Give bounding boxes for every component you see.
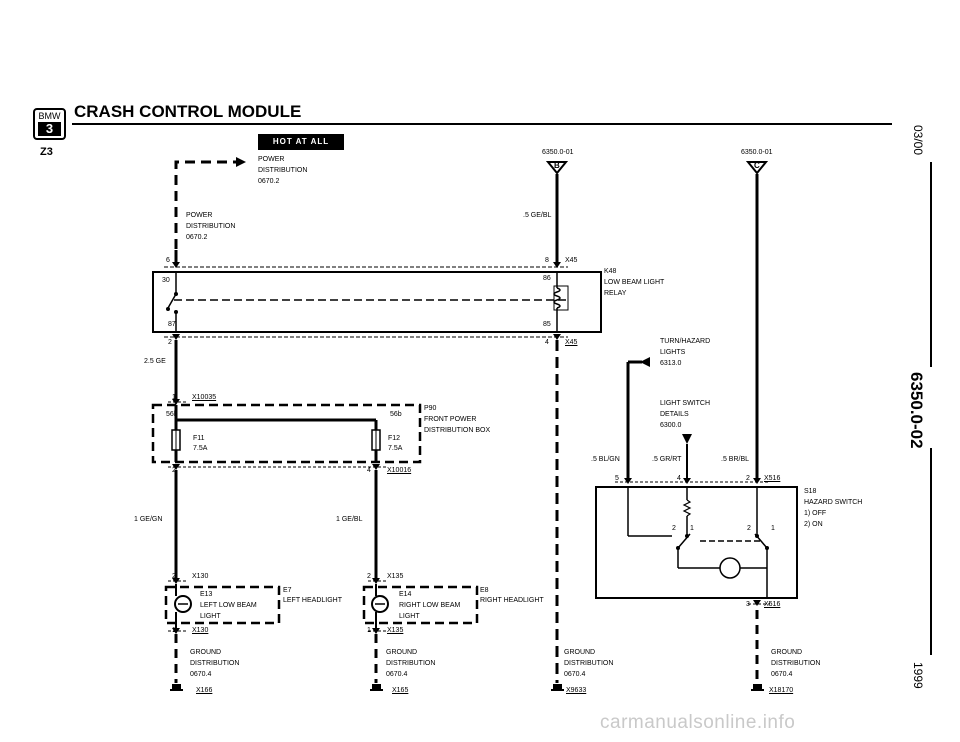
right-headlight-name: RIGHT HEADLIGHT — [480, 597, 544, 604]
right-lamp-bot-conn: X135 — [387, 627, 404, 634]
right-ground-2: DISTRIBUTION — [386, 660, 436, 667]
relay-id: K48 — [604, 268, 617, 275]
page-number: 6350.0-02 — [907, 372, 926, 449]
left-ground-1: GROUND — [190, 649, 222, 656]
right-lamp-id: E14 — [399, 591, 412, 598]
conn-b-label: B — [554, 161, 560, 170]
hazard-ground-2: DISTRIBUTION — [771, 660, 821, 667]
center-ground-1: GROUND — [564, 649, 596, 656]
fusebox-right-term: 56b — [390, 411, 402, 418]
hot-at-all-times-badge: HOT AT ALL TIMES — [258, 134, 344, 150]
left-lamp-wire: 1 GE/GN — [134, 516, 163, 523]
hazard-wire-1: .5 BL/GN — [591, 456, 620, 463]
power-dist-top-2: DISTRIBUTION — [258, 167, 308, 174]
hazard-pin-2: 2 — [746, 475, 750, 482]
left-ground-3[interactable]: 0670.4 — [190, 671, 212, 678]
switch-b-pos-1: 1 — [771, 525, 775, 532]
right-lamp-name-1: RIGHT LOW BEAM — [399, 602, 461, 609]
center-ground-conn: X9633 — [566, 687, 587, 694]
light-switch-3[interactable]: 6300.0 — [660, 422, 682, 429]
hazard-ground-1: GROUND — [771, 649, 803, 656]
right-ground-1: GROUND — [386, 649, 418, 656]
fusebox-in-pin: 1 — [172, 394, 176, 401]
left-lamp-id: E13 — [200, 591, 213, 598]
right-lamp-wire: 1 GE/BL — [336, 516, 363, 523]
fuse-f12-label: F12 — [388, 435, 401, 442]
hazard-id: S18 — [804, 488, 817, 495]
left-lamp-name-1: LEFT LOW BEAM — [200, 602, 257, 609]
fusebox-out-conn: X10016 — [387, 467, 412, 474]
revision-date: 03/00 — [911, 125, 925, 156]
hazard-opt-2: 2) ON — [804, 521, 823, 528]
power-dist-left-1: POWER — [186, 212, 213, 219]
left-headlight-name: LEFT HEADLIGHT — [283, 597, 342, 604]
wire-b-label: .5 GE/BL — [523, 212, 552, 219]
fusebox-in-conn: X10035 — [192, 394, 217, 401]
right-lamp-top-conn: X135 — [387, 573, 404, 580]
center-ground-3[interactable]: 0670.4 — [564, 671, 586, 678]
right-lamp-name-2: LIGHT — [399, 613, 420, 620]
relay-bot-right-pin: 4 — [545, 339, 549, 346]
turn-hazard-2: LIGHTS — [660, 349, 686, 356]
right-ground-conn: X165 — [392, 687, 409, 694]
relay-top-right-pin: 8 — [545, 257, 549, 264]
switch-a-pos-2: 2 — [672, 525, 676, 532]
fusebox-left-term: 56b — [166, 411, 178, 418]
relay-bot-conn: X45 — [565, 339, 578, 346]
left-lamp-bot-conn: X130 — [192, 627, 209, 634]
fusebox-wire: 2.5 GE — [144, 358, 166, 365]
fusebox-name-1: FRONT POWER — [424, 416, 477, 423]
hazard-wire-2: .5 GR/RT — [652, 456, 682, 463]
relay-name-1: LOW BEAM LIGHT — [604, 279, 665, 286]
logo-number: 3 — [38, 122, 61, 136]
turn-hazard-3[interactable]: 6313.0 — [660, 360, 682, 367]
hazard-pin-4: 4 — [677, 475, 681, 482]
fusebox-out-left-pin: 2 — [172, 467, 176, 474]
power-dist-top-1: POWER — [258, 156, 285, 163]
right-headlight-id: E8 — [480, 587, 489, 594]
left-lamp-top-pin: 2 — [172, 573, 176, 580]
relay-top-conn: X45 — [565, 257, 578, 264]
power-dist-left-3[interactable]: 0670.2 — [186, 234, 208, 241]
turn-hazard-1: TURN/HAZARD — [660, 338, 711, 345]
conn-c-label: C — [754, 161, 760, 170]
switch-b-pos-2: 2 — [747, 525, 751, 532]
fusebox-name-2: DISTRIBUTION BOX — [424, 427, 491, 434]
fusebox-out-right-pin: 4 — [367, 467, 371, 474]
hazard-name: HAZARD SWITCH — [804, 499, 863, 506]
fuse-f11-label: F11 — [193, 435, 205, 442]
left-headlight-id: E7 — [283, 587, 292, 594]
relay-name-2: RELAY — [604, 290, 627, 297]
left-ground-conn: X166 — [196, 687, 213, 694]
hazard-conn: X516 — [764, 475, 781, 482]
left-ground-2: DISTRIBUTION — [190, 660, 240, 667]
relay-pin-85: 85 — [543, 321, 551, 328]
hazard-ground-conn: X18170 — [769, 687, 794, 694]
watermark: carmanualsonline.info — [600, 712, 796, 733]
left-lamp-bot-pin: 1 — [172, 627, 176, 634]
power-dist-left-2: DISTRIBUTION — [186, 223, 236, 230]
hazard-opt-1: 1) OFF — [804, 510, 827, 517]
logo-brand: BMW — [38, 111, 61, 121]
fusebox-id: P90 — [424, 405, 437, 412]
right-lamp-top-pin: 2 — [367, 573, 371, 580]
hazard-wire-3: .5 BR/BL — [721, 456, 750, 463]
light-switch-2: DETAILS — [660, 411, 689, 418]
hazard-bot-conn: X516 — [764, 601, 781, 608]
right-ground-3[interactable]: 0670.4 — [386, 671, 408, 678]
bmw-logo — [33, 108, 66, 140]
hazard-ground-3[interactable]: 0670.4 — [771, 671, 793, 678]
hazard-bot-pin: 3 — [746, 601, 750, 608]
center-ground-2: DISTRIBUTION — [564, 660, 614, 667]
page-title: CRASH CONTROL MODULE — [74, 102, 302, 121]
relay-top-left-pin: 6 — [166, 257, 170, 264]
hazard-pin-5: 5 — [615, 475, 619, 482]
relay-pin-87: 87 — [168, 321, 176, 328]
left-lamp-name-2: LIGHT — [200, 613, 221, 620]
relay-pin-86: 86 — [543, 275, 551, 282]
conn-c-ref[interactable]: 6350.0-01 — [741, 149, 773, 156]
model-label: Z3 — [40, 146, 53, 158]
right-lamp-bot-pin: 1 — [367, 627, 371, 634]
fuse-f12-rating: 7.5A — [388, 445, 403, 452]
fuse-f11-rating: 7.5A — [193, 445, 208, 452]
relay-pin-30: 30 — [162, 277, 170, 284]
conn-b-ref[interactable]: 6350.0-01 — [542, 149, 574, 156]
relay-bot-left-pin: 2 — [168, 339, 172, 346]
left-lamp-top-conn: X130 — [192, 573, 209, 580]
model-year: 1999 — [911, 662, 925, 689]
power-dist-top-3[interactable]: 0670.2 — [258, 178, 280, 185]
light-switch-1: LIGHT SWITCH — [660, 400, 711, 407]
switch-a-pos-1: 1 — [690, 525, 694, 532]
